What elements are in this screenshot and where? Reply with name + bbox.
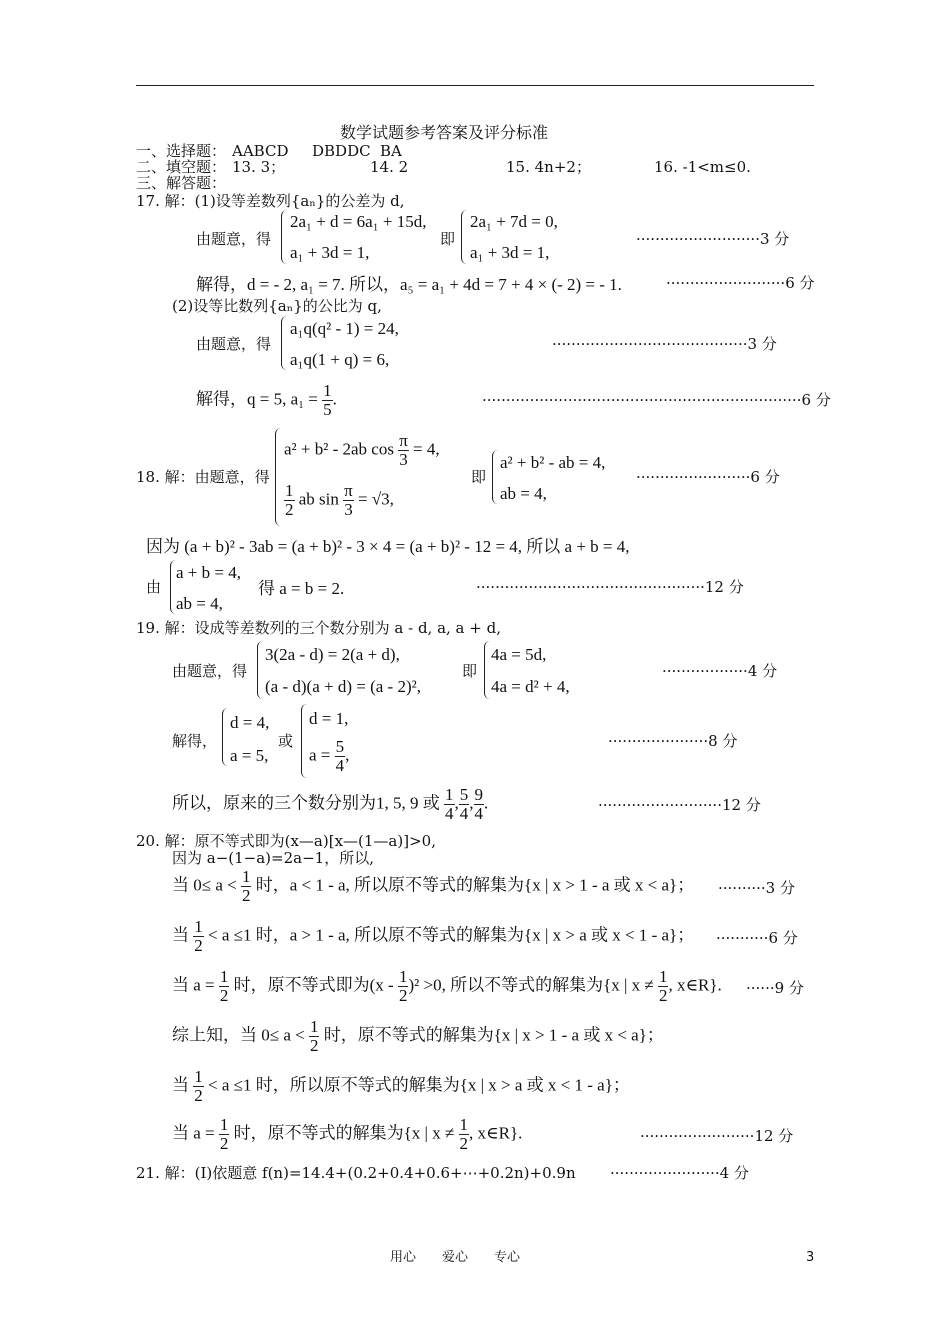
- q19-score-1: ··················4 分: [662, 662, 778, 680]
- q19-ji: 即: [462, 662, 478, 680]
- q19-frac3-den: 4: [474, 803, 483, 823]
- q19-eq8-post: ,: [345, 745, 350, 765]
- header-rule: [136, 85, 814, 86]
- page-number: 3: [806, 1250, 815, 1265]
- q18-eq1-num: π: [399, 431, 408, 450]
- q20-s2-post: < a ≤1 时，所以原不等式的解集为{x | x > a 或 x < 1 - a}；: [208, 1075, 630, 1095]
- q18-score-1: ························6 分: [636, 468, 780, 486]
- sec1-answers-2: DBDDC: [312, 142, 371, 160]
- q19-sys-prefix: 由题意，得: [172, 662, 248, 680]
- q20-s3-pre: 当 a =: [172, 1123, 215, 1143]
- q18-eq-3: a² + b² - ab = 4,: [500, 453, 606, 472]
- q20-c2-post: < a ≤1 时，a > 1 - a, 所以原不等式的解集为{x | x > a 或 x < 1 - a}；: [208, 925, 695, 945]
- q18-score-2: ················································12 分: [476, 578, 744, 596]
- q20-c3-num: 1: [219, 967, 229, 986]
- q18-eq2-den: 2: [285, 499, 294, 519]
- q20-s1-pre: 综上知，当 0≤ a <: [172, 1025, 305, 1045]
- q20-c3-den: 2: [219, 985, 229, 1005]
- q17-sol2-den: 5: [323, 399, 332, 419]
- q20-s1-den: 2: [309, 1035, 319, 1055]
- q20-c3-fraction-1: [219, 968, 230, 1005]
- q19-eq8-num: 5: [335, 737, 345, 756]
- q17-sys-prefix: 由题意，得: [196, 230, 272, 248]
- q18-eq-5: a + b = 4,: [176, 563, 241, 582]
- q17-eq-1b: a₁ + 3d = 1,: [290, 243, 370, 262]
- q21-head: 21. 解：(Ⅰ)依题意 f(n)=14.4+(0.2+0.4+0.6+⋯+0.2n)+0.9n: [136, 1164, 576, 1182]
- q20-c3-mid: 时，原不等式即为(x -: [233, 975, 394, 995]
- q17-sys3-prefix: 由题意，得: [196, 335, 272, 353]
- q19-eq-1: 3(2a - d) = 2(a + d),: [265, 645, 400, 664]
- q17-solution-2: [196, 382, 337, 419]
- q20-s2-num: 1: [194, 1067, 203, 1086]
- q18-eq-1: [284, 432, 440, 469]
- q20-c3-num2: 1: [398, 967, 408, 986]
- q17-head: 17. 解：(1)设等差数列{aₙ}的公差为 d,: [136, 192, 405, 210]
- q19-score-2: ·····················8 分: [608, 732, 738, 750]
- q17-score-4: ···································································6 分: [482, 391, 831, 409]
- q18-ji: 即: [471, 468, 487, 486]
- answer-15: 15. 4n+2；: [506, 158, 591, 176]
- q19-eq8-fraction: [335, 738, 346, 775]
- q17-ji: 即: [440, 230, 456, 248]
- q20-score-3: ······9 分: [746, 979, 804, 997]
- q18-brace-1: [275, 428, 284, 526]
- q20-c1-fraction: [241, 868, 252, 905]
- q20-summary-2: [172, 1068, 630, 1105]
- q17-brace-3: [281, 316, 290, 370]
- q20-c2-fraction: [193, 918, 204, 955]
- q21-score-1: ·······················4 分: [610, 1164, 749, 1182]
- q20-s3-fraction-1: [219, 1116, 230, 1153]
- q20-s2-fraction: [193, 1068, 204, 1105]
- q20-c1-post: 时，a < 1 - a, 所以原不等式的解集为{x | x > 1 - a 或 x < a}；: [255, 875, 695, 895]
- q20-case-1: [172, 868, 694, 905]
- q20-s1-fraction: [309, 1018, 320, 1055]
- q20-c1-den: 2: [241, 885, 251, 905]
- sec1-label: 一、选择题：: [136, 142, 227, 160]
- q19-eq-2: (a - d)(a + d) = (a - 2)²,: [265, 677, 421, 696]
- q18-eq1-fraction: [398, 432, 409, 469]
- q18-line-2: 因为 (a + b)² - 3ab = (a + b)² - 3 × 4 = (a + b)² - 12 = 4, 所以 a + b = 4,: [146, 537, 630, 556]
- q19-score-3: ··························12 分: [598, 796, 761, 814]
- q17-eq-3b: a₁q(1 + q) = 6,: [290, 350, 390, 369]
- q19-sol-prefix: 解得，: [172, 732, 218, 750]
- q20-s3-mid: 时，原不等式的解集为{x | x ≠: [233, 1123, 455, 1143]
- q18-result: 得 a = b = 2.: [258, 579, 345, 598]
- q18-eq1-den: 3: [399, 449, 408, 469]
- q17-solution-1: 解得，d = - 2, a₁ = 7. 所以，a₅ = a₁ + 4d = 7 + 4 × (- 2) = - 1.: [196, 275, 622, 294]
- q19-eq-5: d = 4,: [230, 713, 270, 732]
- q20-line-2: 因为 a−(1−a)=2a−1，所以,: [172, 849, 374, 867]
- q20-c3-fraction-3: [658, 968, 669, 1005]
- q19-frac3-num: 9: [474, 785, 483, 804]
- q19-eq-7: d = 1,: [309, 709, 349, 728]
- q20-c2-den: 2: [194, 935, 203, 955]
- q19-huo: 或: [278, 732, 294, 750]
- q20-s3-num: 1: [219, 1115, 229, 1134]
- q18-eq2-fraction-2: [343, 482, 354, 519]
- sec2-label: 二、填空题：: [136, 158, 227, 176]
- sec1-answers-3: BA: [380, 142, 402, 160]
- q18-you: 由: [146, 578, 162, 596]
- q20-c3-post: , x∈R}.: [668, 975, 722, 995]
- q17-part-2: (2)设等比数列{aₙ}的公比为 q,: [172, 297, 382, 315]
- q19-final-text: 所以，原来的三个数分别为1, 5, 9 或: [172, 793, 440, 813]
- q18-eq1-text: a² + b² - 2ab cos: [284, 439, 394, 459]
- q18-eq2-num2: π: [344, 481, 353, 500]
- q19-eq-8: [309, 738, 349, 775]
- q20-c3-pre: 当 a =: [172, 975, 215, 995]
- q17-eq-2a: 2a₁ + 7d = 0,: [470, 212, 558, 231]
- q17-eq-2b: a₁ + 3d = 1,: [470, 243, 550, 262]
- q20-s1-num: 1: [309, 1017, 319, 1036]
- q19-frac1-den: 4: [445, 803, 454, 823]
- q19-eq-6: a = 5,: [230, 746, 269, 765]
- answer-13: 13. 3；: [232, 158, 286, 176]
- q20-s3-den: 2: [219, 1133, 229, 1153]
- answer-14: 14. 2: [370, 158, 409, 176]
- q20-s3-num2: 1: [459, 1115, 469, 1134]
- q20-c3-den3: 2: [658, 985, 668, 1005]
- q20-s1-post: 时，原不等式的解集为{x | x > 1 - a 或 x < a}；: [323, 1025, 664, 1045]
- q20-c1-pre: 当 0≤ a <: [172, 875, 237, 895]
- q19-frac-3: [474, 786, 485, 823]
- q18-eq2-fraction-1: [284, 482, 295, 519]
- q19-eq8-text: a =: [309, 745, 331, 765]
- q20-s3-den2: 2: [459, 1133, 469, 1153]
- answer-16: 16. -1<m≤0.: [654, 158, 751, 176]
- q18-eq2-den2: 3: [344, 499, 353, 519]
- q18-eq-4: ab = 4,: [500, 484, 547, 503]
- q20-c3-num3: 1: [658, 967, 668, 986]
- q20-s3-fraction-2: [459, 1116, 470, 1153]
- q19-head: 19. 解：设成等差数列的三个数分别为 a - d, a, a + d,: [136, 619, 501, 637]
- q20-s3-post: , x∈R}.: [469, 1123, 523, 1143]
- document-title: 数学试题参考答案及评分标准: [340, 123, 549, 142]
- q17-brace-1: [281, 210, 290, 264]
- q20-c2-num: 1: [194, 917, 203, 936]
- q17-brace-2: [461, 210, 470, 264]
- q17-sol2-post: .: [332, 389, 337, 409]
- q18-eq2-text: ab sin: [298, 489, 339, 509]
- q20-c3-fraction-2: [398, 968, 409, 1005]
- q17-eq-3a: a₁q(q² - 1) = 24,: [290, 319, 399, 338]
- q19-frac-2: [459, 786, 470, 823]
- q19-eq-4: 4a = d² + 4,: [491, 677, 570, 696]
- sec3-label: 三、解答题：: [136, 174, 227, 192]
- q17-sol2-text: 解得，q = 5, a₁ =: [196, 389, 318, 409]
- q19-final: 所以，原来的三个数分别为1, 5, 9 或 $\frac{1}{4}$ , $\frac{5}{4}$ , $\frac{9}{4}$ .: [172, 785, 489, 823]
- q19-frac2-num: 5: [459, 785, 469, 804]
- q18-eq-6: ab = 4,: [176, 594, 223, 613]
- q19-frac-1: [444, 786, 455, 823]
- q19-frac1-num: 1: [445, 785, 454, 804]
- sec1-answers-1: AABCD: [232, 142, 289, 160]
- q18-eq1-post: = 4,: [413, 439, 440, 459]
- q20-score-1: ··········3 分: [718, 879, 795, 897]
- q20-case-3: [172, 968, 722, 1005]
- q20-s2-pre: 当: [172, 1075, 189, 1095]
- q20-c2-pre: 当: [172, 925, 189, 945]
- q17-score-2: ·························6 分: [666, 274, 815, 292]
- q20-summary-3: [172, 1116, 522, 1153]
- footer-text: 用心 爱心 专心: [390, 1250, 521, 1265]
- q18-eq2-post: = √3,: [357, 489, 394, 509]
- q19-frac2-den: 4: [459, 803, 469, 823]
- q20-score-4: ························12 分: [640, 1127, 794, 1145]
- q20-case-2: [172, 918, 694, 955]
- q18-eq2-num: 1: [285, 481, 294, 500]
- q17-score-3: ·········································3 分: [552, 335, 777, 353]
- q17-score-1: ··························3 分: [636, 230, 790, 248]
- q17-eq-1a: 2a₁ + d = 6a₁ + 15d,: [290, 212, 427, 231]
- q18-eq-2: [284, 482, 394, 519]
- q20-score-2: ···········6 分: [716, 929, 798, 947]
- q17-sol2-fraction: [322, 382, 333, 419]
- q20-c3-mid2: )² >0, 所以不等式的解集为{x | x ≠: [408, 975, 654, 995]
- q20-s2-den: 2: [194, 1085, 203, 1105]
- q20-c3-den2: 2: [398, 985, 408, 1005]
- q20-head: 20. 解：原不等式即为(x—a)[x—(1—a)]>0,: [136, 832, 436, 850]
- q17-sol2-num: 1: [323, 381, 332, 400]
- q19-eq8-den: 4: [335, 755, 345, 775]
- q20-c1-num: 1: [241, 867, 251, 886]
- q18-head: 18. 解：由题意，得: [136, 468, 270, 486]
- q19-eq-3: 4a = 5d,: [491, 645, 547, 664]
- q20-summary-1: [172, 1018, 664, 1055]
